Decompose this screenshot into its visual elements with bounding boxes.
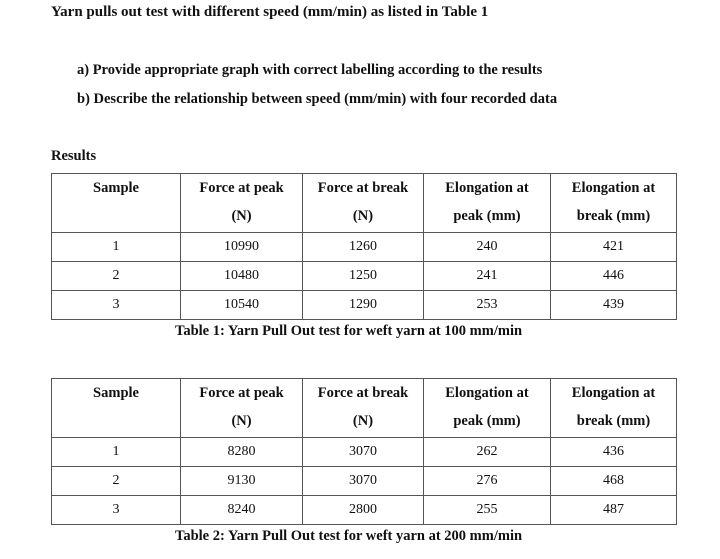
table-2-caption: Table 2: Yarn Pull Out test for weft yarn at 200 mm/min	[175, 528, 523, 544]
header-elongation-peak: Elongation at peak (mm)	[423, 379, 550, 438]
header-force-peak: Force at peak (N)	[181, 174, 303, 233]
cell-force-break: 1290	[303, 291, 424, 320]
cell-elongation-peak: 262	[423, 438, 550, 467]
cell-force-peak: 10540	[181, 291, 303, 320]
cell-sample: 1	[52, 438, 181, 467]
cell-force-break: 1250	[303, 262, 424, 291]
cell-force-break: 2800	[303, 496, 424, 525]
table-header-row	[52, 174, 677, 233]
cell-sample: 3	[52, 496, 181, 525]
cell-elongation-break: 487	[550, 496, 676, 525]
table-header-row	[52, 379, 677, 438]
table-row	[52, 438, 677, 467]
document-heading: Yarn pulls out test with different speed (mm/min) as listed in Table 1	[51, 4, 489, 20]
results-table-2	[51, 378, 677, 525]
header-sample: Sample	[52, 379, 181, 438]
results-table-1	[51, 173, 677, 320]
table-row	[52, 467, 677, 496]
cell-sample: 2	[52, 467, 181, 496]
cell-elongation-peak: 253	[423, 291, 550, 320]
task-a: a) Provide appropriate graph with correct labelling according to the results	[77, 62, 543, 78]
header-force-peak: Force at peak (N)	[181, 379, 303, 438]
cell-elongation-peak: 276	[423, 467, 550, 496]
cell-elongation-peak: 255	[423, 496, 550, 525]
cell-sample: 2	[52, 262, 181, 291]
cell-elongation-break: 446	[550, 262, 676, 291]
cell-elongation-break: 439	[550, 291, 676, 320]
cell-elongation-break: 436	[550, 438, 676, 467]
results-label: Results	[51, 148, 97, 164]
cell-elongation-break: 421	[550, 233, 676, 262]
header-sample: Sample	[52, 174, 181, 233]
cell-force-break: 3070	[303, 438, 424, 467]
cell-force-peak: 10990	[181, 233, 303, 262]
cell-force-break: 3070	[303, 467, 424, 496]
cell-force-peak: 9130	[181, 467, 303, 496]
header-elongation-break: Elongation at break (mm)	[550, 379, 676, 438]
cell-force-peak: 10480	[181, 262, 303, 291]
header-elongation-peak: Elongation at peak (mm)	[423, 174, 550, 233]
header-force-break: Force at break (N)	[303, 174, 424, 233]
header-force-break: Force at break (N)	[303, 379, 424, 438]
cell-sample: 1	[52, 233, 181, 262]
cell-elongation-break: 468	[550, 467, 676, 496]
cell-elongation-peak: 240	[423, 233, 550, 262]
cell-force-break: 1260	[303, 233, 424, 262]
table-row	[52, 233, 677, 262]
table-row	[52, 291, 677, 320]
task-b: b) Describe the relationship between speed (mm/min) with four recorded data	[77, 91, 558, 107]
header-elongation-break: Elongation at break (mm)	[550, 174, 676, 233]
table-row	[52, 496, 677, 525]
cell-force-peak: 8240	[181, 496, 303, 525]
table-1-caption: Table 1: Yarn Pull Out test for weft yarn at 100 mm/min	[175, 323, 523, 339]
table-row	[52, 262, 677, 291]
cell-force-peak: 8280	[181, 438, 303, 467]
cell-elongation-peak: 241	[423, 262, 550, 291]
cell-sample: 3	[52, 291, 181, 320]
